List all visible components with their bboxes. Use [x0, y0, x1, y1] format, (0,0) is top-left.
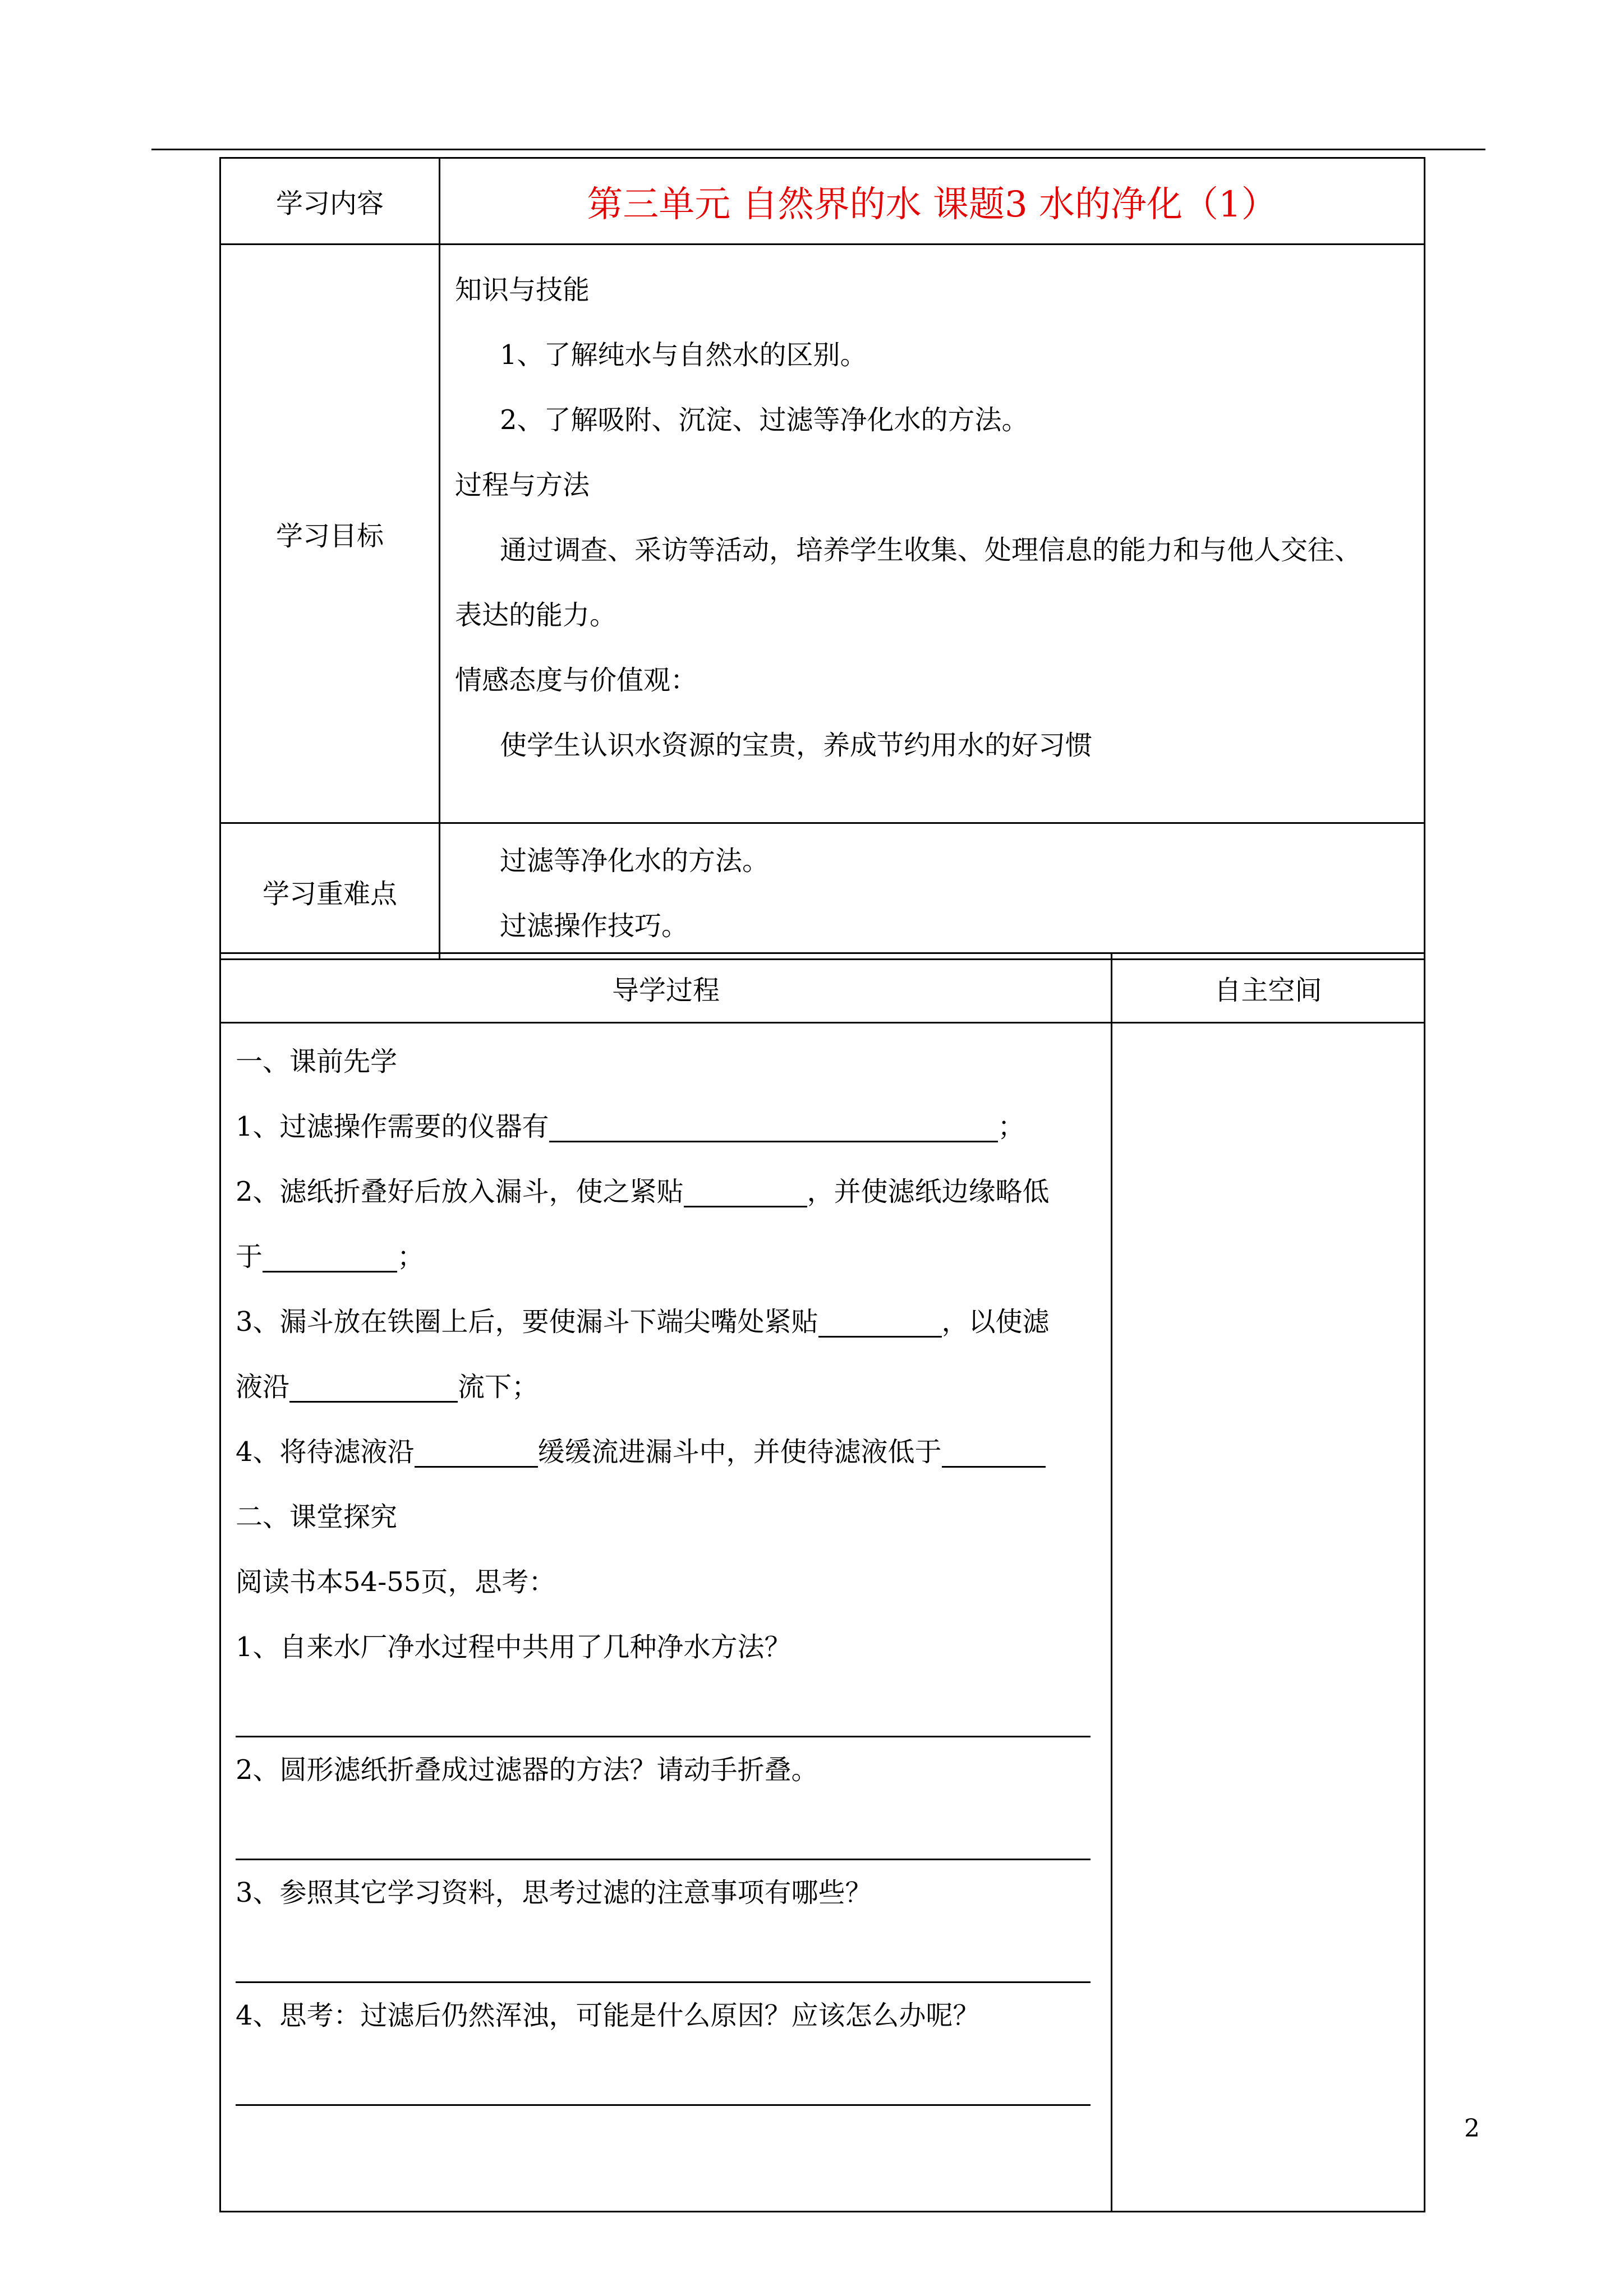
answer-line-1[interactable] [236, 1680, 1091, 1737]
blank-4b[interactable] [942, 1437, 1046, 1468]
question-4-text: 4、将待滤液沿 [236, 1436, 415, 1468]
goal-heading-process: 过程与方法 [455, 469, 590, 501]
question-3-cont-text: 液沿 [236, 1371, 290, 1403]
question-2 [236, 1159, 1105, 1224]
question-1-end: ； [997, 1111, 1025, 1142]
process-header: 导学过程 [220, 953, 1112, 1023]
content-label: 学习内容 [220, 158, 440, 245]
question-3 [236, 1289, 1105, 1354]
section-prestudy-title: 一、课前先学 [236, 1046, 398, 1077]
blank-3a[interactable] [818, 1307, 942, 1338]
answer-line-2[interactable] [236, 1802, 1091, 1860]
question-2-text: 2、滤纸折叠好后放入漏斗，使之紧贴 [236, 1176, 684, 1207]
key-points-content [440, 823, 1425, 960]
key-point-2: 过滤操作技巧。 [500, 910, 689, 942]
reading-instruction: 阅读书本54-55页，思考： [236, 1566, 556, 1598]
question-2-end: ； [397, 1241, 425, 1273]
question-4 [236, 1419, 1105, 1484]
goal-item-1: 1、了解纯水与自然水的区别。 [500, 339, 867, 371]
header-rule [151, 149, 1485, 150]
question-3-end: 流下； [458, 1371, 539, 1403]
section-explore-title: 二、课堂探究 [236, 1501, 398, 1533]
answer-line-3[interactable] [236, 1925, 1091, 1983]
page-number: 2 [1464, 2114, 1480, 2143]
self-space-header: 自主空间 [1112, 953, 1425, 1023]
goals-label: 学习目标 [220, 245, 440, 823]
explore-question-3: 3、参照其它学习资料，思考过滤的注意事项有哪些？ [236, 1877, 872, 1908]
key-point-1: 过滤等净化水的方法。 [500, 845, 770, 877]
question-4-mid: 缓缓流进漏斗中，并使待滤液低于 [537, 1436, 942, 1468]
goal-process-text-cont: 表达的能力。 [455, 600, 617, 631]
question-2-mid: ，并使滤纸边缘略低 [807, 1176, 1050, 1207]
goal-heading-knowledge: 知识与技能 [455, 274, 590, 306]
explore-question-4: 4、思考：过滤后仍然浑浊，可能是什么原因？应该怎么办呢？ [236, 2000, 980, 2031]
explore-question-1: 1、自来水厂净水过程中共用了几种净水方法？ [236, 1631, 792, 1663]
blank-2a[interactable] [684, 1177, 807, 1207]
question-3-cont [236, 1354, 1105, 1419]
answer-line-4[interactable] [236, 2048, 1091, 2106]
blank-1[interactable] [549, 1112, 998, 1142]
explore-question-2: 2、圆形滤纸折叠成过滤器的方法？请动手折叠。 [236, 1754, 818, 1786]
goal-process-text: 通过调查、采访等活动，培养学生收集、处理信息的能力和与他人交往、 [500, 534, 1362, 566]
question-3-text: 3、漏斗放在铁圈上后，要使漏斗下端尖嘴处紧贴 [236, 1306, 818, 1338]
question-3-mid: ，以使滤 [941, 1306, 1050, 1338]
goal-heading-emotion: 情感态度与价值观： [455, 665, 698, 696]
process-content [220, 1023, 1112, 2212]
question-2-cont [236, 1224, 1105, 1289]
goal-item-2: 2、了解吸附、沉淀、过滤等净化水的方法。 [500, 404, 1029, 436]
question-1-text: 1、过滤操作需要的仪器有 [236, 1111, 549, 1142]
lesson-title: 第三单元 自然界的水 课题3 水的净化（1） [440, 158, 1425, 245]
guided-learning-table [219, 952, 1425, 2212]
self-space-area[interactable] [1112, 1023, 1425, 2212]
blank-4a[interactable] [415, 1437, 538, 1468]
question-2-cont-text: 于 [236, 1241, 263, 1273]
key-points-label: 学习重难点 [220, 823, 440, 960]
lesson-info-table [219, 157, 1425, 960]
goal-emotion-text: 使学生认识水资源的宝贵，养成节约用水的好习惯 [500, 730, 1093, 761]
blank-3b[interactable] [289, 1372, 458, 1403]
question-1 [236, 1094, 1105, 1159]
goals-content [440, 245, 1425, 823]
blank-2b[interactable] [263, 1242, 397, 1273]
